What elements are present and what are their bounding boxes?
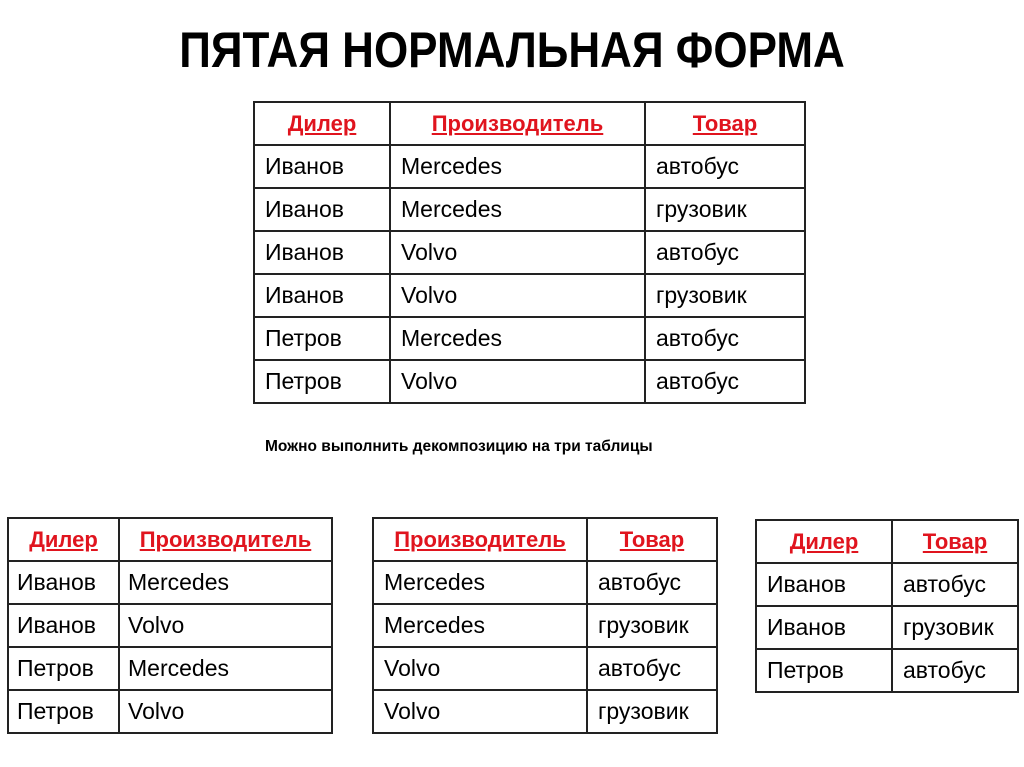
cell-manufacturer: Mercedes — [373, 604, 587, 647]
header-row — [8, 518, 332, 561]
table-row — [254, 274, 805, 317]
cell-manufacturer: Volvo — [390, 360, 645, 403]
cell-dealer: Иванов — [254, 145, 390, 188]
cell-dealer: Иванов — [254, 274, 390, 317]
column-header-dealer: Дилер — [254, 102, 390, 145]
cell-product: автобус — [587, 647, 717, 690]
cell-manufacturer: Volvo — [390, 274, 645, 317]
column-header-manufacturer: Производитель — [119, 518, 332, 561]
cell-manufacturer: Volvo — [390, 231, 645, 274]
cell-dealer: Иванов — [254, 231, 390, 274]
table-row — [254, 317, 805, 360]
cell-dealer: Петров — [254, 360, 390, 403]
page-title: ПЯТАЯ НОРМАЛЬНАЯ ФОРМА — [179, 22, 845, 78]
table-row — [8, 561, 332, 604]
cell-manufacturer: Mercedes — [390, 188, 645, 231]
cell-dealer: Иванов — [8, 561, 119, 604]
cell-manufacturer: Mercedes — [373, 561, 587, 604]
table-row — [373, 561, 717, 604]
cell-dealer: Иванов — [254, 188, 390, 231]
cell-dealer: Иванов — [8, 604, 119, 647]
column-header-product: Товар — [892, 520, 1018, 563]
column-header-manufacturer: Производитель — [390, 102, 645, 145]
cell-product: автобус — [645, 145, 805, 188]
table-row — [373, 690, 717, 733]
table-row — [8, 604, 332, 647]
manufacturer-product-table — [372, 517, 718, 734]
cell-dealer: Петров — [254, 317, 390, 360]
cell-product: автобус — [587, 561, 717, 604]
main-table — [253, 101, 806, 404]
cell-product: автобус — [645, 360, 805, 403]
column-header-dealer: Дилер — [756, 520, 892, 563]
column-header-manufacturer: Производитель — [373, 518, 587, 561]
header-row — [254, 102, 805, 145]
column-header-product: Товар — [645, 102, 805, 145]
cell-manufacturer: Volvo — [373, 647, 587, 690]
table-row — [756, 563, 1018, 606]
table-row — [254, 188, 805, 231]
header-row — [756, 520, 1018, 563]
cell-product: автобус — [892, 563, 1018, 606]
header-row — [373, 518, 717, 561]
cell-dealer: Петров — [8, 647, 119, 690]
cell-dealer: Петров — [756, 649, 892, 692]
table-row — [756, 606, 1018, 649]
cell-manufacturer: Mercedes — [119, 647, 332, 690]
cell-manufacturer: Mercedes — [390, 317, 645, 360]
column-header-dealer: Дилер — [8, 518, 119, 561]
dealer-product-table — [755, 519, 1019, 693]
cell-manufacturer: Volvo — [119, 604, 332, 647]
cell-manufacturer: Mercedes — [390, 145, 645, 188]
table-row — [373, 604, 717, 647]
table-row — [8, 647, 332, 690]
cell-dealer: Иванов — [756, 563, 892, 606]
table-row — [254, 231, 805, 274]
cell-product: автобус — [892, 649, 1018, 692]
decomposition-note: Можно выполнить декомпозицию на три таблицы — [265, 438, 653, 455]
cell-product: автобус — [645, 231, 805, 274]
cell-dealer: Иванов — [756, 606, 892, 649]
cell-product: грузовик — [587, 604, 717, 647]
table-row — [254, 360, 805, 403]
cell-product: грузовик — [892, 606, 1018, 649]
table-row — [373, 647, 717, 690]
cell-product: грузовик — [645, 188, 805, 231]
cell-product: грузовик — [645, 274, 805, 317]
cell-product: грузовик — [587, 690, 717, 733]
column-header-product: Товар — [587, 518, 717, 561]
cell-product: автобус — [645, 317, 805, 360]
cell-manufacturer: Volvo — [373, 690, 587, 733]
cell-manufacturer: Mercedes — [119, 561, 332, 604]
dealer-manufacturer-table — [7, 517, 333, 734]
table-row — [756, 649, 1018, 692]
cell-dealer: Петров — [8, 690, 119, 733]
cell-manufacturer: Volvo — [119, 690, 332, 733]
table-row — [254, 145, 805, 188]
table-row — [8, 690, 332, 733]
